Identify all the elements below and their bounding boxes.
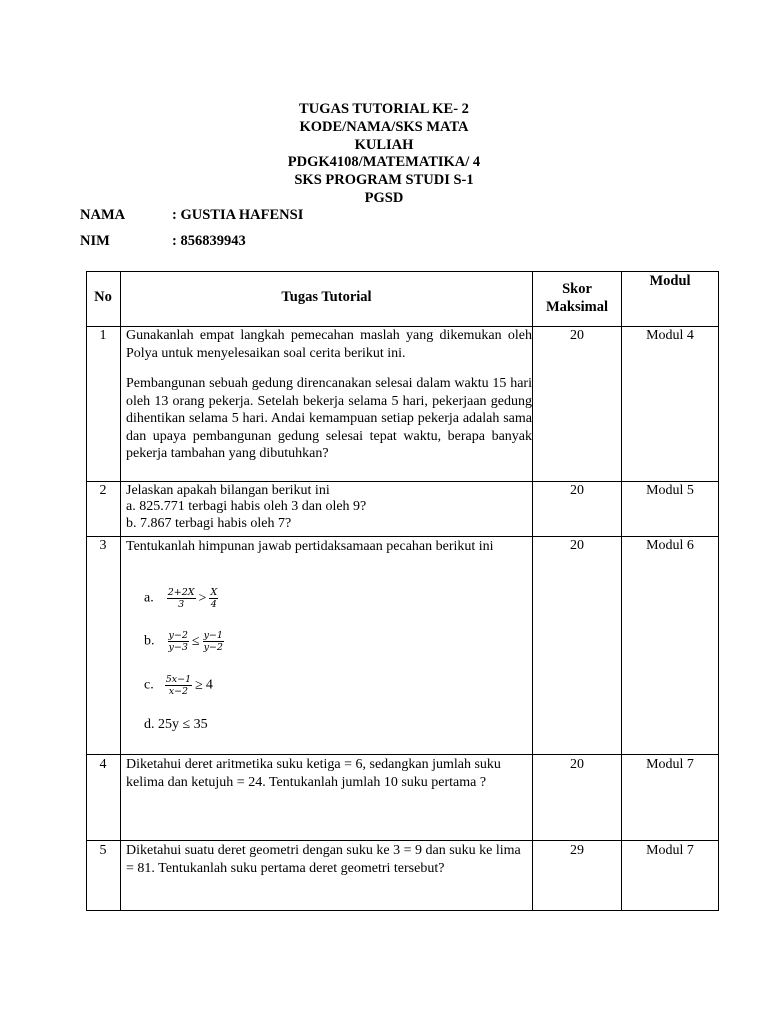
list-item: b. 7.867 terbagi habis oleh 7?	[126, 516, 292, 531]
fraction	[209, 587, 218, 610]
row-no: 1	[99, 328, 107, 343]
inequality-a	[144, 587, 218, 610]
nim-row	[80, 233, 246, 250]
title-line: PDGK4108/MATEMATIKA/ 4	[287, 154, 481, 171]
inequality-c	[144, 674, 213, 697]
header-modul: Modul	[649, 273, 691, 289]
title-line: PGSD	[364, 189, 404, 206]
column-divider	[532, 271, 533, 911]
operator: >	[198, 590, 207, 606]
operator: ≥	[195, 677, 203, 693]
title-line: KULIAH	[354, 136, 414, 153]
denominator: 3	[178, 599, 185, 610]
row-task-text: Diketahui deret aritmetika suku ketiga = 6, sedangkan jumlah suku kelima dan ketujuh = 24. Tentukanlah jumlah 10 suku pertama ?	[126, 757, 501, 790]
nama-row	[80, 207, 303, 224]
fraction	[168, 630, 189, 653]
denominator: y−3	[168, 642, 188, 653]
nim-value: : 856839943	[172, 233, 246, 249]
fraction	[203, 630, 224, 653]
numerator: y−2	[168, 630, 188, 641]
row-divider	[86, 840, 719, 841]
item-label: c.	[144, 677, 154, 693]
table-border	[86, 271, 87, 911]
row-task-text: Gunakanlah empat langkah pemecahan maslah yang dikemukan oleh Polya untuk menyelesaikan soal cerita berikut ini.	[126, 328, 532, 361]
rhs-value: 4	[205, 677, 213, 693]
row-modul: Modul 6	[646, 538, 694, 553]
nama-label: NAMA	[80, 207, 126, 223]
row-task-text: Pembangunan sebuah gedung direncanakan selesai dalam waktu 15 hari oleh 13 orang pekerja. Setelah bekerja selama 5 hari, pekerjaan gedung dihentikan selama 5 hari. Andai kemampuan setiap pekerja adalah sama dan upaya pembangunan gedung selesai tepat waktu, berapa banyak pekerja tambahan yang dibutuhkan?	[126, 376, 532, 462]
fraction	[165, 674, 192, 697]
row-skor: 20	[570, 328, 584, 343]
row-task-text: Tentukanlah himpunan jawab pertidaksamaan pecahan berikut ini	[126, 539, 494, 554]
list-item: a. 825.771 terbagi habis oleh 3 dan oleh 9?	[126, 499, 367, 514]
column-divider	[621, 271, 622, 911]
row-no: 3	[99, 538, 107, 553]
numerator: 2+2X	[167, 587, 195, 598]
row-no: 5	[99, 843, 107, 858]
nim-label: NIM	[80, 233, 110, 249]
denominator: y−2	[203, 642, 223, 653]
header-no: No	[94, 289, 112, 305]
document-title	[0, 101, 768, 208]
title-line: TUGAS TUTORIAL KE- 2	[299, 101, 469, 117]
table-border	[86, 271, 719, 272]
item-label: a.	[144, 590, 154, 606]
operator: ≤	[191, 633, 200, 649]
row-no: 2	[99, 483, 107, 498]
numerator: X	[210, 587, 218, 598]
row-skor: 29	[570, 843, 584, 858]
inequality-b	[144, 630, 224, 653]
row-task-text: Diketahui suatu deret geometri dengan suku ke 3 = 9 dan suku ke lima = 81. Tentukanlah suku pertama deret geometri tersebut?	[126, 843, 521, 876]
row-task-text: Jelaskan apakah bilangan berikut ini	[126, 483, 330, 498]
row-skor: 20	[570, 483, 584, 498]
table-border	[86, 910, 719, 911]
table-border	[718, 271, 719, 911]
header-skor: Skor Maksimal	[545, 281, 609, 315]
row-divider	[86, 754, 719, 755]
row-skor: 20	[570, 538, 584, 553]
row-modul: Modul 5	[646, 483, 694, 498]
row-modul: Modul 7	[646, 843, 694, 858]
task-table	[86, 271, 719, 911]
row-modul: Modul 4	[646, 328, 694, 343]
numerator: 5x−1	[165, 674, 192, 685]
row-skor: 20	[570, 757, 584, 772]
denominator: 4	[210, 599, 217, 610]
title-line: KODE/NAMA/SKS MATA	[299, 118, 469, 135]
numerator: y−1	[203, 630, 223, 641]
column-divider	[120, 271, 121, 911]
nama-value: : GUSTIA HAFENSI	[172, 207, 304, 223]
inequality-d: d. 25y ≤ 35	[144, 717, 208, 732]
title-line: SKS PROGRAM STUDI S-1	[294, 172, 474, 189]
denominator: x−2	[168, 686, 189, 697]
row-no: 4	[99, 757, 107, 772]
item-label: b.	[144, 633, 155, 649]
row-modul: Modul 7	[646, 757, 694, 772]
header-tugas: Tugas Tutorial	[281, 289, 372, 305]
fraction	[167, 587, 196, 610]
